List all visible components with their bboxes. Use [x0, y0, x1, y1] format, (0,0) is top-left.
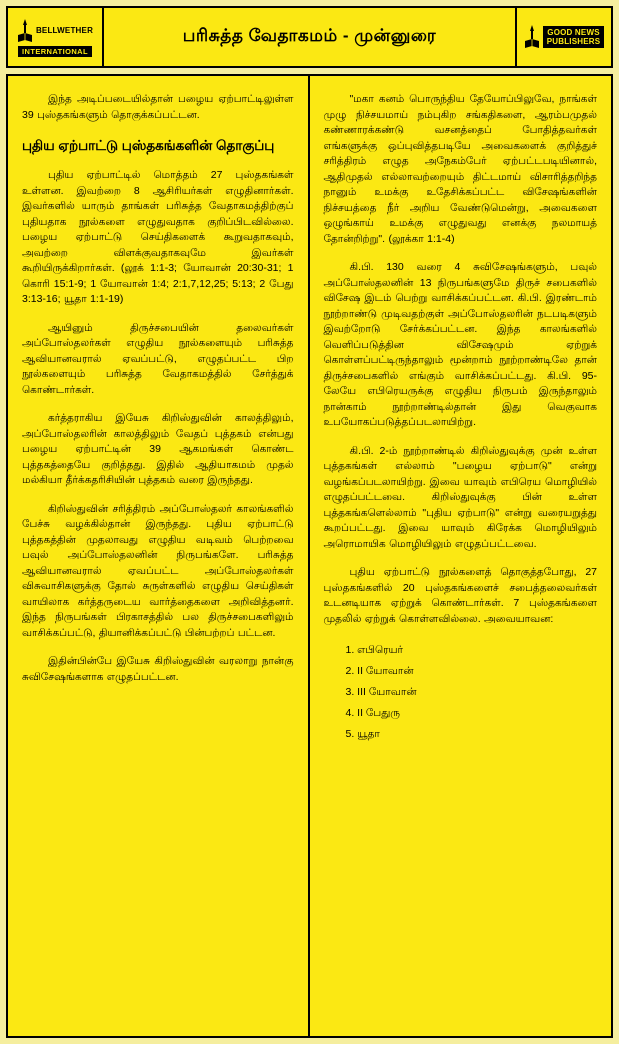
right-column: [310, 76, 612, 1036]
open-book-torch-icon: [524, 24, 540, 50]
page-title: பரிசுத்த வேதாகமம் - முன்னுரை: [182, 26, 437, 45]
paragraph: புதிய ஏற்பாட்டில் மொத்தம் 27 புஸ்தகங்கள் உள்ளன. இவற்றை 8 ஆசிரியர்கள் எழுதினார்கள். இவர்களில் யாரும் தாங்கள் பரிசுத்த வேதாகமத்திற்குப் புதியதாக நூல்களை எழுதுவதாக குறிப்பிடவில்லை. பழைய ஏற்பாட்டு செய்திகளைக் கூறுவதாகவும், அவற்றை விளக்குவதாகவுமே இவர்கள் கூறியிருக்கிறார்கள். (லூக் 1:1-3; யோவான் 20:30-31; 1 கொரி 15:1-9; 1 யோவான் 1:4; 2:1,7,12,25; 5:13; 2 பேது 3:13-16; யூதா 1:1-19): [22, 169, 294, 305]
paragraph: "மகா கனம் பொருந்திய தேயோப்பிலுவே, நாங்கள் முழு நிச்சயமாய் நம்புகிற சங்கதிகளை, ஆரம்பமுதல் கண்ணாரக்கண்டு வசனத்தைப் போதித்தவர்கள் எங்களுக்கு ஒப்புவித்தபடியே அவைகளைக் குறித்துச் சரித்திரம் எழுத அநேகம்பேர் ஏற்பட்டபடியினால், ஆதிமுதல் எல்லாவற்றையும் திட்டமாய் விசாரித்தறிந்த நானும் உமக்கு உதேசிக்கப்பட்ட விசேஷங்களின் நிச்சயத்தை நீர் அறிய வேண்டுமென்று, அவைகளை ஒழுங்காய் உமக்கு எழுதுவது எனக்கு நலமாயத் தோன்றிற்று". (லூக்கா 1:1-4): [323, 93, 597, 245]
logo-right-row: [517, 24, 611, 50]
logo-right-name-line1: GOOD NEWS: [547, 28, 600, 37]
list-item: 3. III யோவான்: [345, 686, 417, 698]
left-column: [8, 76, 310, 1036]
logo-right-name-line2: PUBLISHERS: [546, 37, 601, 46]
paragraph: ஆயினும் திருச்சபையின் தலைவர்கள் அப்போஸ்தலர்கள் எழுதிய நூல்களையும் பரிசுத்த ஆவியானவரால் ஏவப்பட்டு, எழுதப்பட்ட பிற நூல்களையும் பரிசுத்த வேதாகமத்தில் சேர்த்துக் கொண்டார்கள்.: [22, 321, 294, 396]
paragraph: கி.பி. 2-ம் நூற்றாண்டில் கிறிஸ்துவுக்கு முன் உள்ள புத்தகங்கள் எல்லாம் "பழைய ஏற்பாடு" என்று வழங்கப்படலாயிற்று. இவை யாவும் எபிரெய மொழியில் எழுதப்பட்டவை. கிறிஸ்துவுக்கு பின் உள்ள புத்தகங்களெல்லாம் "புதிய ஏற்பாடு" என்று வரையறுத்து கூறப்பட்டது. இவை யாவும் கிரேக்க மொழியிலும் அரொமாயிக மொழியிலும் எழுதப்பட்டவை.: [323, 444, 597, 550]
paragraph: இதின்பின்பே இயேசு கிறிஸ்துவின் வரலாறு நான்கு சுவிசேஷங்களாக எழுதப்பட்டன.: [22, 655, 294, 683]
list-item: 1. எபிரெயர்: [345, 644, 404, 656]
page-header: [6, 6, 613, 68]
document-body: [6, 74, 613, 1038]
paragraph: கி.பி. 130 வரை 4 சுவிசேஷங்களும், பவுல் அப்போஸ்தலனின் 13 நிருபங்களுமே திருச் சபைகளில் விசேஷ இடம் பெற்று வாசிக்கப்பட்டன. கி.பி. இரண்டாம் நூற்றாண்டு முடிவதற்குள் அப்போஸ்தலரின் நடபடிகளும் இவற்றோடு சேர்க்கப்பட்டன. இந்த காலங்களில் வெளிப்படுத்தின விசேஷமும் ஏற்றுக் கொள்ளப்பட்டிருந்தாலும் மூன்றாம் நூற்றாண்டிலே தான் திருச்சபைகளில் எங்கும் வாசிக்கப்பட்டது. கி.பி. 95-லேயே எபிரெயருக்கு எழுதிய நிருபம் இருந்தாலும் நான்காம் நூற்றாண்டில்தான் இது வெகுவாக உபயோகப்படுத்தப்படலாயிற்று.: [323, 261, 597, 428]
list-item: 2. II யோவான்: [345, 665, 414, 677]
book-list: [324, 640, 598, 745]
paragraph: கிறிஸ்துவின் சரித்திரம் அப்போஸ்தலர் காலங்களில் பேச்சு வழக்கில்தான் இருந்தது. புதிய ஏற்பாட்டு புத்தகத்தின் முதலாவது எழுதிய வடிவம் பெற்றவை பவுல் அப்போஸ்தலனின் நிருபங்களே. பரிசுத்த ஆவியானவரால் ஏவப்பட்ட அப்போஸ்தலர்கள் விசுவாசிகளுக்கு தோல் சுருள்களில் எழுதிய செய்திகள் வாயிலாக கர்த்தருடைய வார்த்தைகளை அறிவித்தனர். இந்த நிருபங்கள் பிரகாசத்தில் பல திருச்சபைகளிலும் வாசிக்கப்பட்டு, தியானிக்கப்பட்டு பின்பற்றப் பட்டன.: [22, 502, 294, 639]
paragraph: கர்த்தராகிய இயேசு கிறிஸ்துவின் காலத்திலும், அப்போஸ்தலரின் காலத்திலும் வேதப் புத்தகம் என்பது பழைய ஏற்பாட்டின் 39 ஆகமங்கள் கொண்ட புத்தகத்தையே குறித்தது. இதில் ஆதியாகமம் முதல் மல்கியா தீர்க்கதரிசியின் புத்தகம் வரை இருந்தது.: [22, 412, 294, 486]
list-item: 4. II பேதுரு: [345, 707, 401, 719]
paragraph: புதிய ஏற்பாட்டு நூல்களைத் தொகுத்தபோது, 27 புஸ்தகங்களில் 20 புஸ்தகங்களைச் சபைத்தலைவர்கள் உடனடியாக ஏற்றுக் கொண்டார்கள். 7 புஸ்தகங்களை முதலில் ஏற்றுக் கொள்ளவில்லை. அவையாவன:: [323, 566, 597, 625]
paragraph: இந்த அடிப்படையில்தான் பழைய ஏற்பாட்டிலுள்ள 39 புஸ்தகங்களும் தொகுக்கப்பட்டன.: [22, 93, 294, 121]
publisher-logo-left: [8, 8, 104, 66]
open-book-torch-icon: [17, 18, 33, 44]
list-item: 5. யூதா: [345, 728, 380, 740]
logo-left-band: INTERNATIONAL: [18, 46, 92, 57]
section-heading: புதிய ஏற்பாட்டு புஸ்தகங்களின் தொகுப்பு: [22, 138, 275, 153]
logo-left-name: BELLWETHER: [35, 26, 94, 35]
publisher-logo-right: [515, 8, 611, 66]
logo-left-row: [8, 18, 102, 44]
